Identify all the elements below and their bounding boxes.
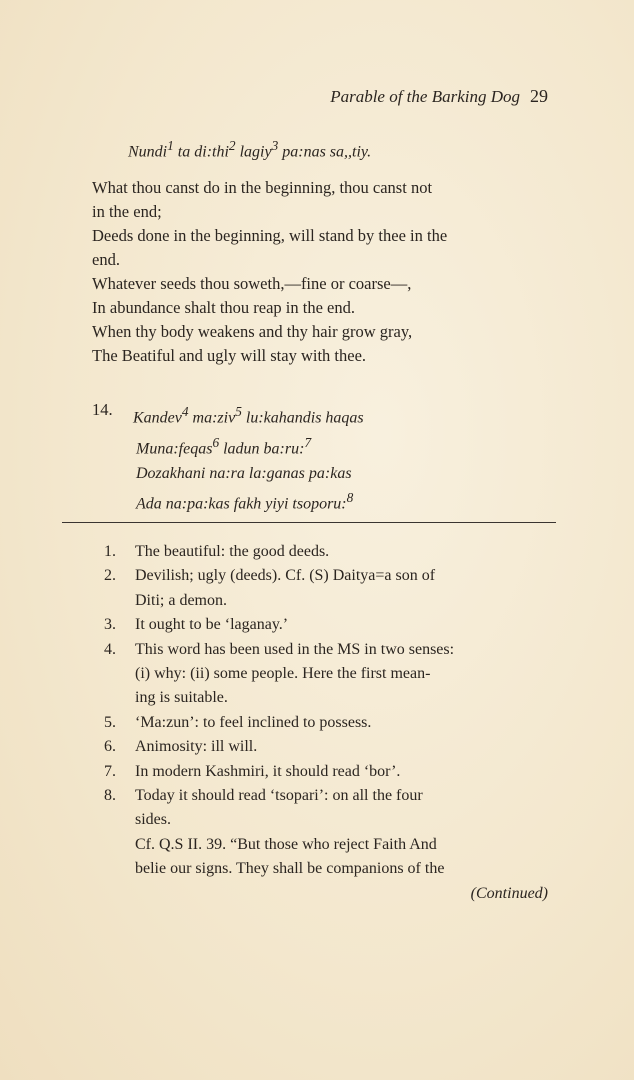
verse-line: Whatever seeds thou soweth,—fine or coarse—, xyxy=(92,274,412,293)
verse-line: The Beatiful and ugly will stay with thee. xyxy=(92,346,367,365)
footnote-number: 6. xyxy=(104,738,116,756)
english-translation xyxy=(92,176,552,368)
footnote-number: 5. xyxy=(104,713,116,731)
word: ta di:thi xyxy=(173,143,229,161)
footnote-text: Animosity: ill will. xyxy=(135,738,258,756)
verse-line: Deeds done in the beginning, will stand by thee in the xyxy=(92,226,448,245)
footnote-text: ing is suitable. xyxy=(135,689,228,707)
footnote-text: It ought to be ‘laganay.’ xyxy=(135,616,289,634)
stanza-line xyxy=(133,486,364,517)
verse-line: end. xyxy=(92,250,120,269)
verse-line: When thy body weakens and thy hair grow gray, xyxy=(92,322,413,341)
word: pa:nas sa,,tiy. xyxy=(278,143,372,161)
footnote-ref: 6 xyxy=(212,434,220,450)
word: Nundi xyxy=(128,143,168,161)
stanza-line xyxy=(133,431,364,462)
footnote-8 xyxy=(104,784,554,882)
footnote-number: 2. xyxy=(104,567,116,585)
footnote-ref: 1 xyxy=(167,138,174,153)
footnote-number: 8. xyxy=(104,787,116,805)
footnote-text: Devilish; ugly (deeds). Cf. (S) Daitya=a son of xyxy=(135,567,436,585)
stanza-line: Dozakhani na:ra la:ganas pa:kas xyxy=(136,464,352,482)
verse-line: in the end; xyxy=(92,202,162,221)
stanza-14 xyxy=(133,400,364,517)
footnote-ref: 7 xyxy=(304,434,312,450)
footnote-text: sides. xyxy=(135,811,171,829)
footnote-text: (i) why: (ii) some people. Here the first mean- xyxy=(135,665,431,683)
continued-marker: (Continued) xyxy=(470,884,548,902)
footnote-number: 4. xyxy=(104,640,116,658)
footnote-ref: 8 xyxy=(346,490,354,506)
footnote-1 xyxy=(104,540,554,564)
word: lagiy xyxy=(235,143,272,161)
footnote-ref: 4 xyxy=(181,404,189,419)
footnote-divider xyxy=(62,522,556,523)
footnote-7 xyxy=(104,760,554,784)
footnote-ref: 3 xyxy=(271,138,279,153)
footnote-6 xyxy=(104,735,554,759)
word: ma:ziv xyxy=(188,409,236,427)
page-number: 29 xyxy=(530,86,548,106)
footnote-text: In modern Kashmiri, it should read ‘bor’. xyxy=(135,762,401,780)
footnote-text: belie our signs. They shall be companions of the xyxy=(135,860,445,878)
running-title: Parable of the Barking Dog xyxy=(330,87,520,106)
footnote-ref: 5 xyxy=(235,404,242,419)
word: lu:kahandis haqas xyxy=(241,409,364,427)
footnote-3 xyxy=(104,613,554,637)
stanza-number: 14. xyxy=(92,400,113,419)
footnote-text: ‘Ma:zun’: to feel inclined to possess. xyxy=(135,713,372,731)
footnotes xyxy=(104,540,554,906)
footnote-4 xyxy=(104,638,554,711)
footnote-text: Cf. Q.S II. 39. “But those who reject Faith And xyxy=(135,835,437,853)
stanza-line xyxy=(133,400,364,431)
word: ladun ba:ru: xyxy=(219,440,305,458)
footnote-text: Diti; a demon. xyxy=(135,591,227,609)
footnote-number: 7. xyxy=(104,762,116,780)
word: Kandev xyxy=(133,409,182,427)
word: Ada na:pa:kas fakh yiyi tsoporu: xyxy=(136,495,347,513)
footnote-2 xyxy=(104,564,554,613)
footnote-5 xyxy=(104,711,554,735)
footnote-number: 1. xyxy=(104,543,116,560)
footnote-number: 3. xyxy=(104,616,116,634)
footnote-ref: 2 xyxy=(228,138,236,153)
footnote-text: This word has been used in the MS in two senses: xyxy=(135,640,455,658)
verse-line: What thou canst do in the beginning, thou canst not xyxy=(92,178,433,197)
verse-line: In abundance shalt thou reap in the end. xyxy=(92,298,355,317)
footnote-text: Today it should read ‘tsopari’: on all the four xyxy=(135,787,423,805)
opening-kashmiri-line xyxy=(128,138,371,161)
running-header xyxy=(0,86,548,107)
footnote-text: The beautiful: the good deeds. xyxy=(135,543,330,560)
word: Muna:feqas xyxy=(136,440,213,458)
